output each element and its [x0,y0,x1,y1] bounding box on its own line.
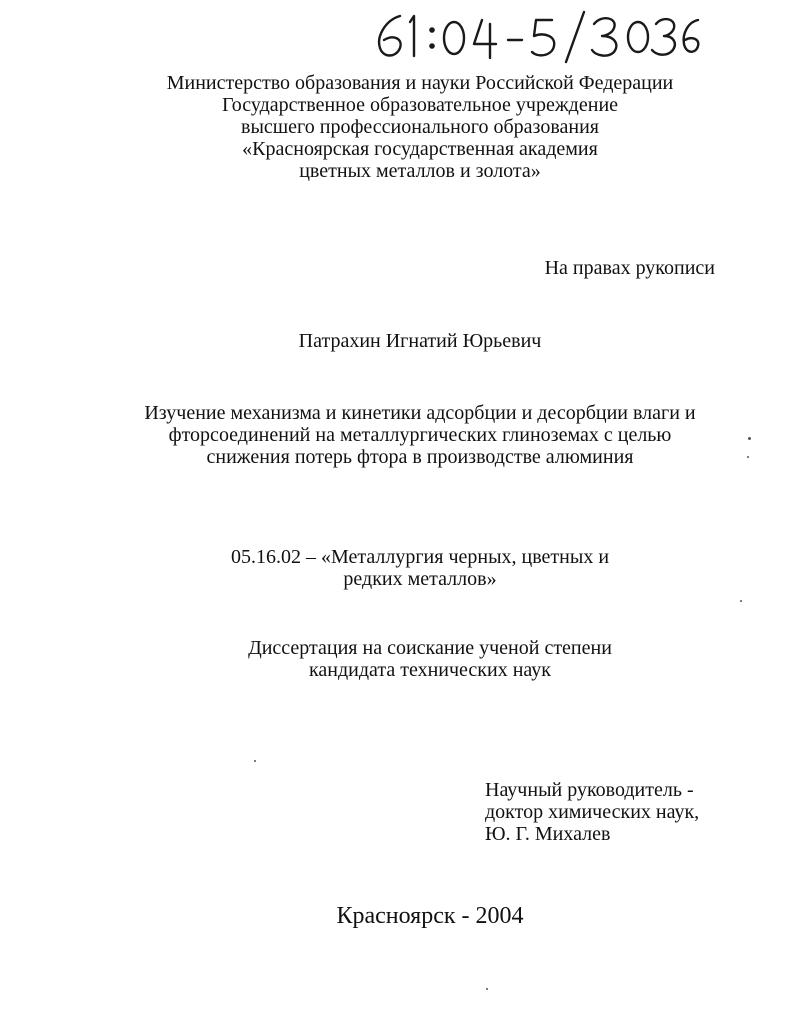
title-line: фторсоединений на металлургических глиноземах с целью [168,424,672,446]
handwritten-archive-number [372,6,702,64]
institution-line: «Красноярская государственная академия [242,138,598,160]
supervisor-line: доктор химических наук, [485,801,700,823]
title-line: Изучение механизма и кинетики адсорбции и десорбции влаги и [144,402,696,424]
scan-speck [747,456,749,458]
degree-statement [160,637,700,681]
specialty-line: 05.16.02 – «Металлургия черных, цветных и [230,546,610,568]
scan-speck [740,600,742,602]
scan-speck [486,988,488,990]
institution-line: цветных металлов и золота» [299,160,541,182]
city-year: Красноярск - 2004 [336,903,524,929]
degree-line: кандидата технических наук [308,659,552,681]
institution-line: Государственное образовательное учреждение [221,94,619,116]
specialty-line: редких металлов» [343,568,497,590]
dissertation-title [90,402,750,468]
supervisor-line: Ю. Г. Михалев [485,823,611,845]
degree-line: Диссертация на соискание ученой степени [248,637,612,659]
institution-line: Министерство образования и науки Российской Федерации [166,72,674,94]
scan-speck [748,437,751,440]
manuscript-rights: На правах рукописи [544,257,715,279]
specialty-code [160,546,680,590]
title-line: снижения потерь фтора в производстве алюминия [206,446,634,468]
author-name: Патрахин Игнатий Юрьевич [298,330,542,352]
supervisor-line: Научный руководитель - [485,779,694,801]
scientific-supervisor [485,779,775,845]
institution-header [120,72,720,182]
scan-speck [254,760,256,762]
institution-line: высшего профессионального образования [241,116,599,138]
